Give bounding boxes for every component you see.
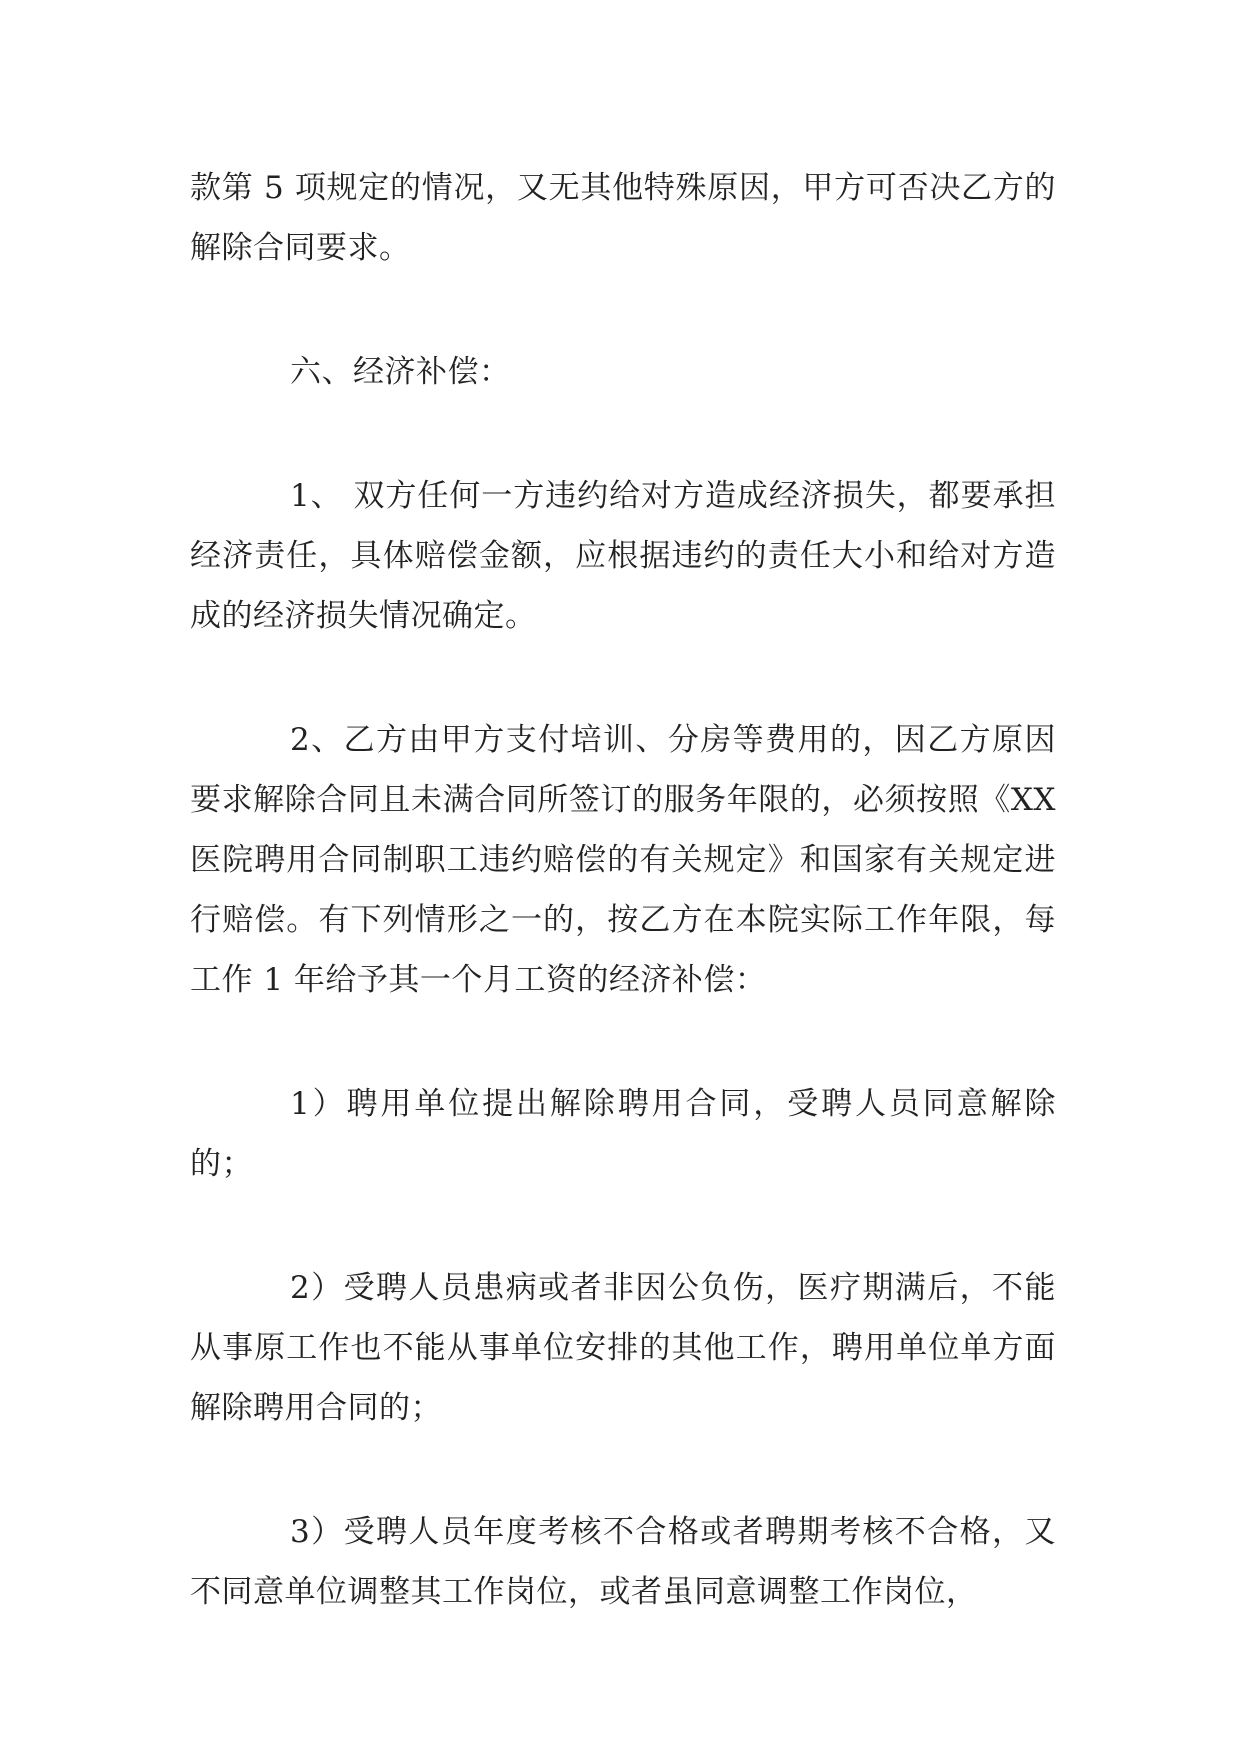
paragraph-item-2: 2、乙方由甲方支付培训、分房等费用的，因乙方原因要求解除合同且未满合同所签订的服务年限的，必须按照《XX 医院聘用合同制职工违约赔偿的有关规定》和国家有关规定进行赔偿。有下列情形之一的，按乙方在本院实际工作年限，每工作 1 年给予其一个月工资的经济补偿： <box>190 722 1056 998</box>
paragraph-sub-item-1: 1）聘用单位提出解除聘用合同，受聘人员同意解除的； <box>190 1086 1056 1182</box>
paragraph-sub-item-3: 3）受聘人员年度考核不合格或者聘期考核不合格，又不同意单位调整其工作岗位，或者虽同意调整工作岗位， <box>190 1514 1056 1610</box>
paragraph-continuation: 款第 5 项规定的情况，又无其他特殊原因，甲方可否决乙方的解除合同要求。 <box>190 170 1056 266</box>
document-body <box>190 158 1056 1622</box>
paragraph-sub-item-2: 2）受聘人员患病或者非因公负伤，医疗期满后，不能从事原工作也不能从事单位安排的其他工作，聘用单位单方面解除聘用合同的； <box>190 1270 1056 1426</box>
paragraph-item-1: 1、 双方任何一方违约给对方造成经济损失，都要承担经济责任，具体赔偿金额，应根据违约的责任大小和给对方造成的经济损失情况确定。 <box>190 478 1056 634</box>
section-heading-economic-compensation: 六、经济补偿： <box>290 354 511 390</box>
